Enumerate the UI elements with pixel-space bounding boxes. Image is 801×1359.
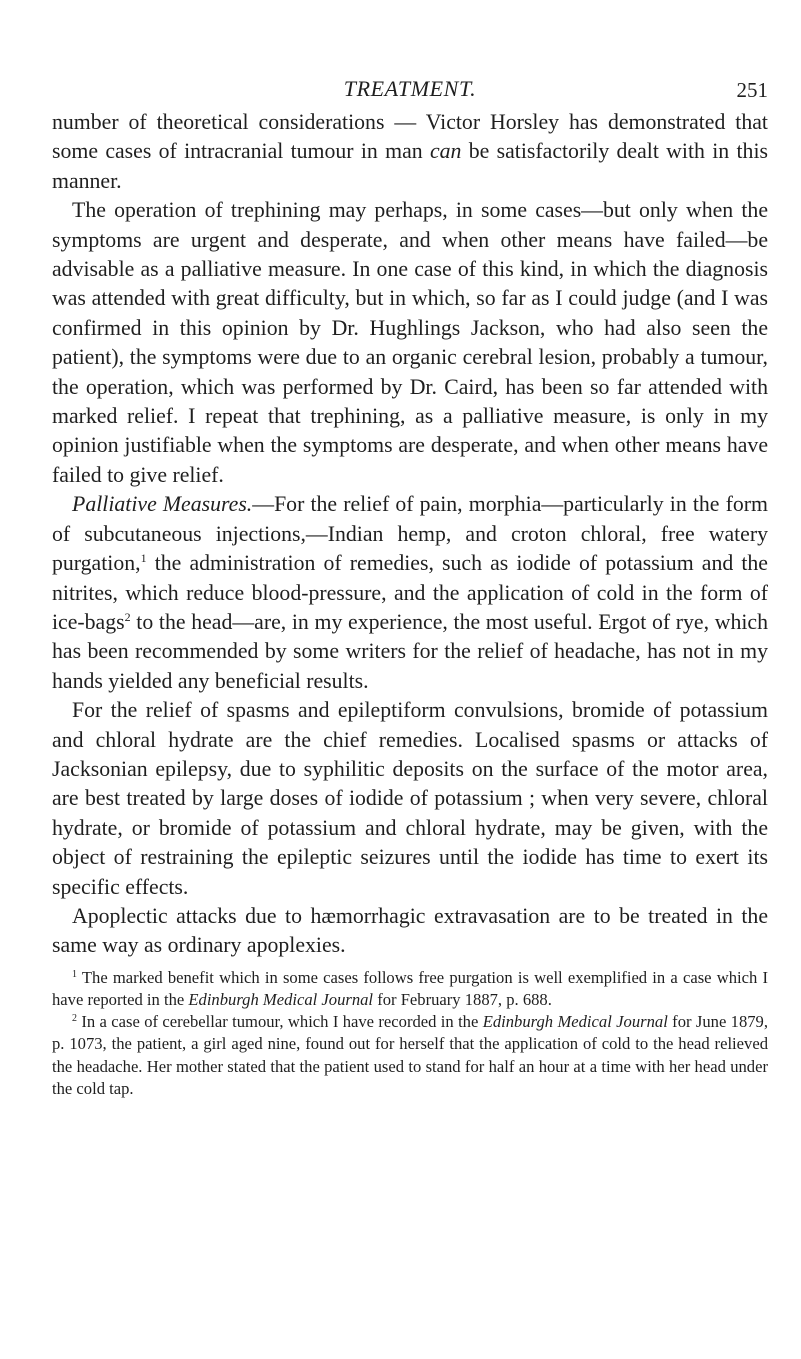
footnotes xyxy=(52,967,768,1100)
journal-title: Edinburgh Medical Journal xyxy=(482,1012,668,1032)
emphasis-can: can xyxy=(429,139,462,164)
footnote-ref-1: 1 xyxy=(140,551,147,566)
paragraph-text: the administration of remedies, such as iodide of potassium and the nitrites, which reduce blood-pressure, and the application of cold in the form of ice-bags xyxy=(52,551,768,634)
paragraph-text: number of theoretical considerations — Victor Horsley has demonstrated that some cases of intracranial tumour in man xyxy=(52,110,768,164)
page-number: 251 xyxy=(736,78,768,102)
running-head xyxy=(52,72,768,108)
footnote-ref-2: 2 xyxy=(124,609,131,624)
footnote-text: In a case of cerebellar tumour, which I have recorded in the xyxy=(77,1012,483,1032)
paragraph-text: —For the relief of pain, morphia—particularly in the form of subcutaneous injections,—Indian hemp, and croton chloral, free watery purgation, xyxy=(52,492,768,576)
paragraph-trephining: The operation of trephining may perhaps, in some cases—but only when the symptoms are urgent and desperate, and when other means have failed—be advisable as a palliative measure. In one case of this kind, in which the diagnosis was attended with great difficulty, but in which, so far as I could judge (and I was confirmed in this opinion by Dr. Hughlings Jackson, who had also seen the patient), the symptoms were due to an organic cerebral lesion, probably a tumour, the operation, which was performed by Dr. Caird, has been so far attended with marked relief. I repeat that trephining, as a palliative measure, is only in my opinion justifiable when the symptoms are desperate, and when other means have failed to give relief. xyxy=(52,198,768,487)
paragraph-text: be satisfactorily dealt with in this manner. xyxy=(52,139,768,193)
section-heading-palliative: Palliative Measures. xyxy=(72,492,253,517)
footnote-text: for February 1887, p. 688. xyxy=(373,989,552,1009)
paragraph-horsley xyxy=(52,108,768,196)
footnote-2 xyxy=(52,1011,768,1100)
book-page xyxy=(52,72,768,1100)
running-title: TREATMENT. xyxy=(343,76,477,101)
journal-title: Edinburgh Medical Journal xyxy=(188,989,374,1009)
footnote-mark-1: 1 xyxy=(72,968,77,980)
footnote-mark-2: 2 xyxy=(72,1013,77,1025)
footnote-text: for June 1879, p. 1073, the patient, a girl aged nine, found out for herself that the application of cold to the head relieved the headache. Her mother stated that the patient used to stand for half an hour at a time with her head under the cold tap. xyxy=(52,1012,769,1098)
paragraph-spasms: For the relief of spasms and epileptiform convulsions, bromide of potassium and chloral hydrate are the chief remedies. Localised spasms or attacks of Jacksonian epilepsy, due to syphilitic deposits on the surface of the motor area, are best treated by large doses of iodide of potassium ; when very severe, chloral hydrate, or bromide of potassium and chloral hydrate, may be given, with the object of restraining the epileptic seizures until the iodide has time to exert its specific effects. xyxy=(52,698,768,899)
paragraph-text: to the head—are, in my experience, the most useful. Ergot of rye, which has been recommended by some writers for the relief of headache, has not in my hands yielded any beneficial results. xyxy=(52,609,768,693)
paragraph-palliative-measures xyxy=(52,490,768,696)
footnote-text: The marked benefit which in some cases follows free purgation is well exemplified in a case which I have reported in the xyxy=(52,967,768,1009)
body-text xyxy=(52,108,768,961)
footnote-1 xyxy=(52,967,768,1011)
paragraph-apoplectic: Apoplectic attacks due to hæmorrhagic extravasation are to be treated in the same way as ordinary apoplexies. xyxy=(52,903,768,958)
